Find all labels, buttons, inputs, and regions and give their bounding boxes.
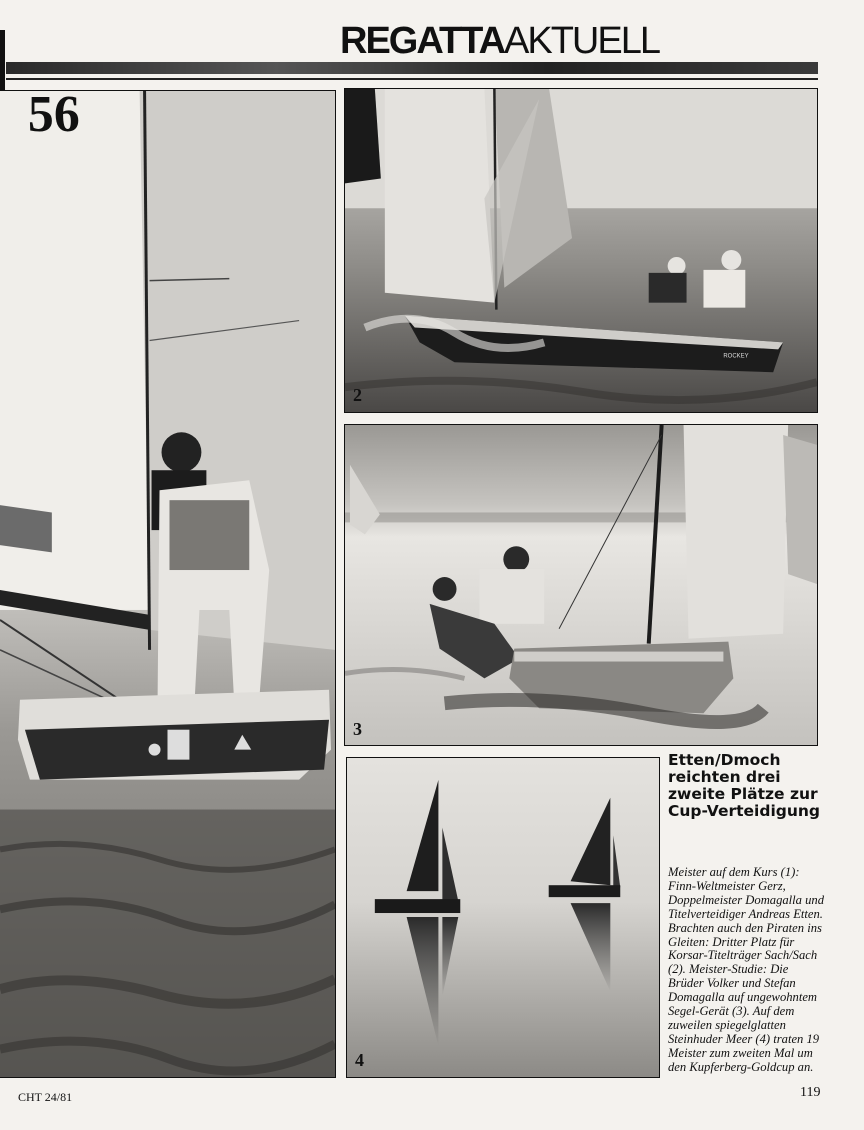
photo-2-image (345, 89, 817, 412)
photo-4-image (347, 758, 659, 1077)
photo-2-pirat-planing (344, 88, 818, 413)
photo-2-number: 2 (353, 385, 362, 405)
photo-3-image (345, 425, 817, 745)
article-headline: Etten/Dmoch reichten drei zweite Plätze zur Cup-Verteidigung (668, 751, 821, 820)
header-rule-thin (6, 78, 818, 80)
photo-1-sail-number: 56 (27, 91, 80, 143)
photo-2-bow-text: ROCKEY (723, 353, 749, 360)
photo-1-sailor-standing (0, 90, 336, 1078)
masthead (340, 20, 659, 64)
header-rule-thick (6, 62, 818, 74)
photo-1-image (0, 91, 335, 1077)
photo-4-number: 4 (355, 1050, 364, 1070)
photo-4-steinhuder-meer (346, 757, 660, 1078)
masthead-light: AKTUELL (504, 20, 659, 62)
margin-mark (0, 30, 5, 90)
article-caption: Meister auf dem Kurs (1): Finn-Weltmeister Gerz, Doppelmeister Domagalla und Titelverteidiger Andreas Etten. Brachten auch den Piraten ins Gleiten: Dritter Platz für Korsar-Titelträger Sach/Sach (2). Meister-Studie: Die Brüder Volker und Stefan Domagalla auf ungewohntem Segel-Gerät (3). Auf dem zuweilen spiegelglatten Steinhuder Meer (4) traten 19 Meister zum zweiten Mal um den Kupferberg-Goldcup an. (668, 865, 825, 1074)
masthead-bold: REGATTA (340, 20, 505, 62)
photo-3-number: 3 (353, 719, 362, 739)
page-number: 119 (800, 1085, 821, 1100)
issue-label: CHT 24/81 (18, 1090, 73, 1104)
photo-3-domagalla-brothers (344, 424, 818, 746)
